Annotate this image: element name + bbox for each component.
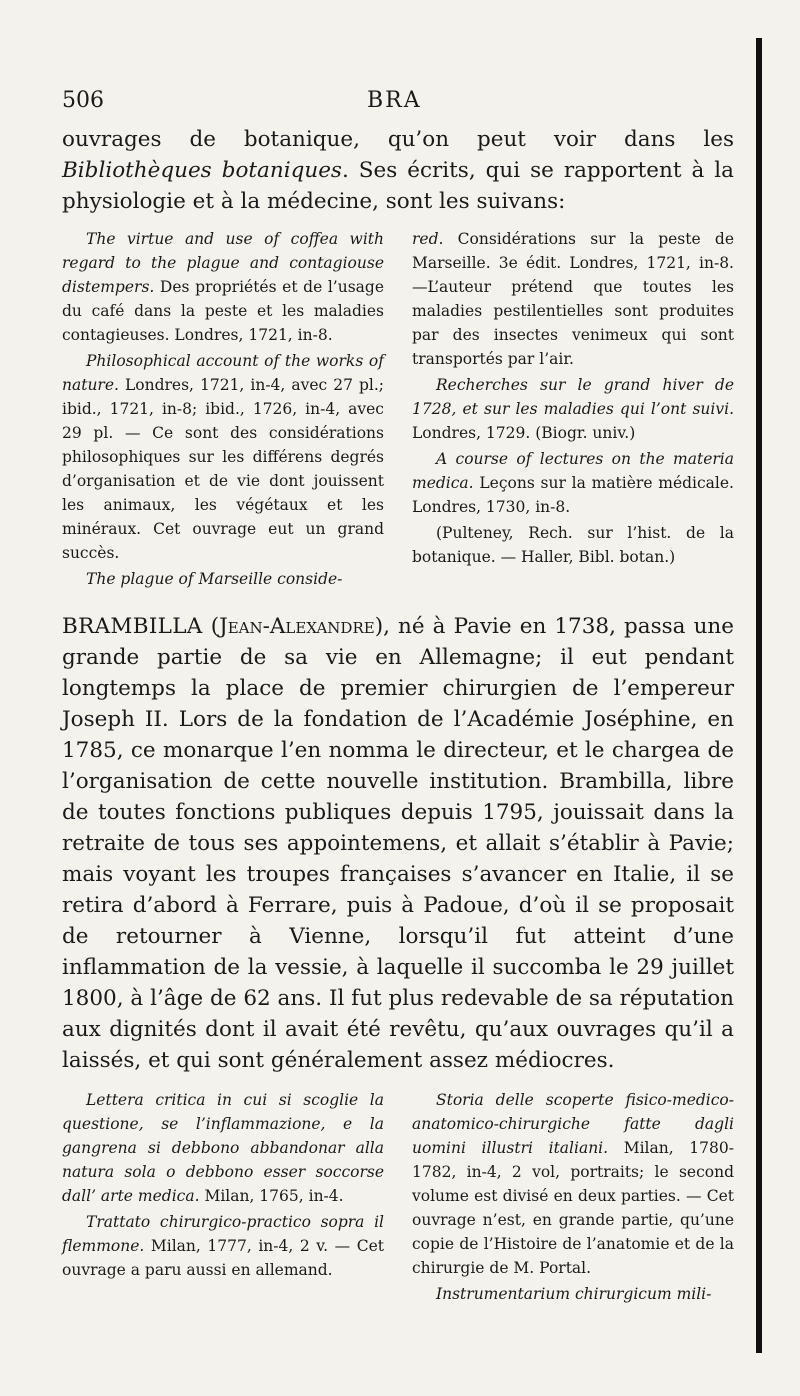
- running-head: [62, 88, 734, 124]
- work-item: [412, 227, 734, 371]
- work-item: [62, 1210, 384, 1282]
- entry-name: BRAMBILLA: [62, 614, 203, 639]
- work-title: Recherches sur le grand hiver de 1728, et sur les maladies qui l’ont suivi.: [412, 376, 734, 418]
- work-description: Milan, 1777, in-4, 2 v. — Cet ouvrage a paru aussi en allemand.: [62, 1237, 384, 1279]
- page-number: 506: [62, 88, 104, 113]
- head-word: BRA: [367, 88, 422, 113]
- work-description: Londres, 1729. (Biogr. univ.): [412, 424, 636, 442]
- work-title: The virtue and use of coffea with regard to the plague and contagiouse distempers.: [62, 230, 384, 296]
- work-item: [412, 447, 734, 519]
- work-title: Trattato chirurgico-practico sopra il flemmone.: [62, 1213, 384, 1255]
- scan-edge-bar: [756, 38, 762, 1353]
- work-item: [412, 1282, 734, 1306]
- entry-given-name: (Jean-Alexandre): [210, 614, 384, 639]
- book-page: [62, 88, 734, 1308]
- work-item: [412, 521, 734, 569]
- work-description: (Pulteney, Rech. sur l’hist. de la botanique. — Haller, Bibl. botan.): [412, 524, 734, 566]
- work-item: [62, 1088, 384, 1208]
- intro-text-end: . Ses écrits, qui se rapportent à la physiologie et à la médecine, sont les suivans:: [62, 158, 734, 214]
- work-description: Leçons sur la matière médicale. Londres, 1730, in-8.: [412, 474, 734, 516]
- entry-text: , né à Pavie en 1738, passa une grande partie de sa vie en Allemagne; il eut pendant longtemps la place de premier chirurgien de l’empereur Joseph II. Lors de la fondation de l’Académie Joséphine, en 1785, ce monarque l’en nomma le directeur, et le chargea de l’organisation de cette nouvelle institution. Brambilla, libre de toutes fonctions publiques depuis 1795, jouissait dans la retraite de tous ses appointemens, et allait s’établir à Pavie; mais voyant les troupes françaises s’avancer en Italie, il se retira d’abord à Ferrare, puis à Padoue, d’où il se proposait de retourner à Vienne, lorsqu’il fut atteint d’une inflammation de la vessie, à laquelle il succomba le 29 juillet 1800, à l’âge de 62 ans. Il fut plus redevable de sa réputation aux dignités dont il avait été revêtu, qu’aux ouvrages qu’il a laissés, et qui sont généralement assez médiocres.: [62, 614, 734, 1073]
- works-column-right-2: [412, 1088, 734, 1308]
- work-item: [412, 373, 734, 445]
- work-title: A course of lectures on the materia medica.: [412, 450, 734, 492]
- works-list-2: [62, 1088, 734, 1308]
- works-list-1: [62, 227, 734, 593]
- works-column-left: [62, 227, 384, 593]
- work-title: red.: [412, 230, 444, 248]
- work-description: Milan, 1780-1782, in-4, 2 vol, portraits; le second volume est divisé en deux parties. — Cet ouvrage n’est, en grande partie, qu’une copie de l’Histoire de l’anatomie et de la chirurgie de M. Portal.: [412, 1139, 734, 1277]
- work-title: Philosophical account of the works of nature.: [62, 352, 384, 394]
- work-title: Instrumentarium chirurgicum mili-: [436, 1285, 712, 1303]
- work-item: [412, 1088, 734, 1280]
- work-item: [62, 227, 384, 347]
- intro-text: ouvrages de botanique, qu’on peut voir dans les: [62, 127, 734, 152]
- work-item: [62, 349, 384, 565]
- intro-paragraph: [62, 124, 734, 217]
- work-description: Des propriétés et de l’usage du café dans la peste et les maladies contagieuses. Londres, 1721, in-8.: [62, 278, 384, 344]
- work-item: [62, 567, 384, 591]
- work-title: Storia delle scoperte fisico-medico-anatomico-chirurgiche fatte dagli uomini illustri italiani.: [412, 1091, 734, 1157]
- intro-italic: Bibliothèques botaniques: [62, 158, 342, 183]
- work-description: Milan, 1765, in-4.: [199, 1187, 344, 1205]
- biography-entry: [62, 611, 734, 1076]
- work-title: Lettera critica in cui si scoglie la questione, se l’inflammazione, e la gangrena si debbono abbandonar alla natura sola o debbono esser soccorse dall’ arte medica.: [62, 1091, 384, 1205]
- work-description: Considérations sur la peste de Marseille. 3e édit. Londres, 1721, in-8. —L’auteur prétend que toutes les maladies pestilentielles sont produites par des insectes venimeux qui sont transportés par l’air.: [412, 230, 734, 368]
- work-title: The plague of Marseille conside-: [86, 570, 343, 588]
- work-description: Londres, 1721, in-4, avec 27 pl.; ibid., 1721, in-8; ibid., 1726, in-4, avec 29 pl. — Ce sont des considérations philosophiques sur les différens degrés d’organisation et de vie dont jouissent les animaux, les végétaux et les minéraux. Cet ouvrage eut un grand succès.: [62, 376, 384, 562]
- works-column-right: [412, 227, 734, 593]
- works-column-left-2: [62, 1088, 384, 1308]
